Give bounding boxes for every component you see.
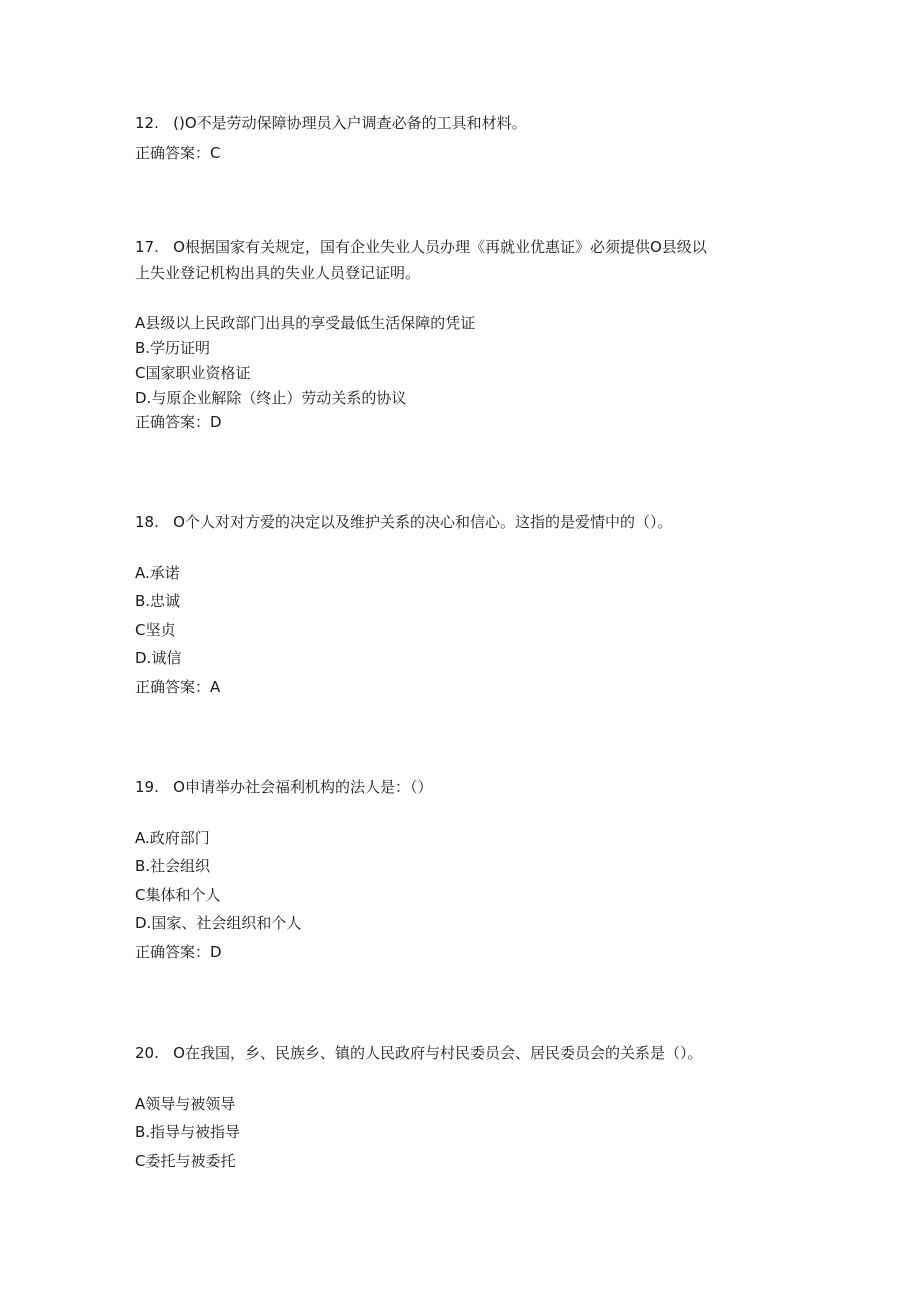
question-17-option-b: B.学历证明 — [135, 339, 211, 357]
question-17-answer: 正确答案：D — [135, 413, 222, 431]
question-19-option-d: D.国家、社会组织和个人 — [135, 914, 302, 932]
question-20-option-a: A领导与被领导 — [135, 1095, 236, 1113]
question-17-option-c: C国家职业资格证 — [135, 364, 251, 382]
question-12-stem: 12. ()O不是劳动保障协理员入户调查必备的工具和材料。 — [135, 114, 527, 132]
question-20-option-c: C委托与被委托 — [135, 1152, 236, 1170]
question-12-answer: 正确答案：C — [135, 144, 221, 162]
question-17-option-d: D.与原企业解除（终止）劳动关系的协议 — [135, 389, 407, 407]
question-19-option-a: A.政府部门 — [135, 829, 210, 847]
question-18-stem: 18. O个人对对方爱的决定以及维护关系的决心和信心。这指的是爱情中的（）。 — [135, 513, 673, 531]
question-18-option-b: B.忠诚 — [135, 592, 181, 610]
question-17-option-a: A县级以上民政部门出具的享受最低生活保障的凭证 — [135, 314, 476, 332]
question-20-stem: 20. O在我国，乡、民族乡、镇的人民政府与村民委员会、居民委员会的关系是（）。 — [135, 1044, 703, 1062]
question-19-answer: 正确答案：D — [135, 943, 222, 961]
question-17-stem-line-1: 17. O根据国家有关规定，国有企业失业人员办理《再就业优惠证》必须提供O县级以 — [135, 238, 707, 256]
question-18-answer: 正确答案：A — [135, 678, 221, 696]
question-17-stem-line-2: 上失业登记机构出具的失业人员登记证明。 — [135, 264, 421, 282]
question-18-option-c: C坚贞 — [135, 621, 176, 639]
question-18-option-d: D.诚信 — [135, 649, 182, 667]
question-19-option-c: C集体和个人 — [135, 886, 221, 904]
question-18-option-a: A.承诺 — [135, 564, 180, 582]
question-19-option-b: B.社会组织 — [135, 857, 211, 875]
question-20-option-b: B.指导与被指导 — [135, 1123, 241, 1141]
question-19-stem: 19. O申请举办社会福利机构的法人是：（） — [135, 778, 433, 796]
